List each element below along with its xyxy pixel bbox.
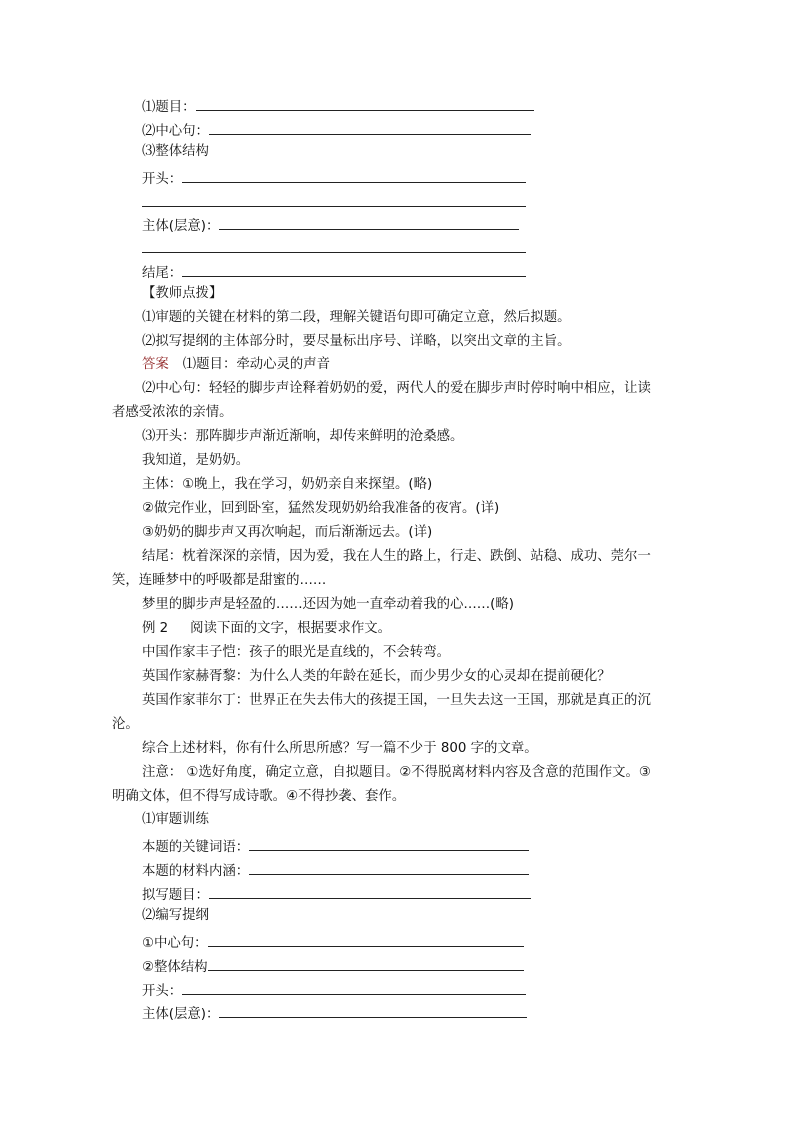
draft-title-label: 拟写题目：	[142, 888, 209, 903]
example2-header	[142, 622, 391, 635]
title-prompt	[142, 97, 534, 114]
title-blank[interactable]	[196, 97, 534, 111]
meaning-prompt	[142, 861, 529, 878]
outline-opening-prompt	[142, 981, 526, 998]
answer-body-3: ③奶奶的脚步声又再次响起，而后渐渐远去。(详)	[142, 525, 433, 540]
notes-line-1: 注意： ①选好角度，确定立意，自拟题目。②不得脱离材料内容及含意的范围作文。③	[142, 765, 651, 780]
train-label: ⑴审题训练	[142, 812, 209, 827]
center-sentence-blank[interactable]	[209, 121, 531, 135]
draft-title-blank[interactable]	[209, 885, 531, 899]
title-label: ⑴题目：	[142, 100, 196, 115]
teacher-tip-1: ⑴审题的关键在材料的第二段，理解关键语句即可确定立意，然后拟题。	[142, 310, 571, 325]
structure-label: ⑶整体结构	[142, 144, 209, 159]
answer-body-1: 主体：①晚上，我在学习，奶奶亲自来探望。(略)	[142, 477, 433, 492]
outline-center-blank[interactable]	[208, 933, 524, 947]
opening-blank[interactable]	[182, 169, 526, 183]
outline-center-prompt	[142, 933, 524, 950]
keywords-blank[interactable]	[249, 837, 529, 851]
answer-center-1: ⑵中心句：轻轻的脚步声诠释着奶奶的爱，两代人的爱在脚步声时停时响中相应，让读	[142, 381, 651, 396]
ending-blank[interactable]	[182, 263, 526, 277]
notes-line-2: 明确文体，但不得写成诗歌。④不得抄袭、套作。	[112, 789, 406, 804]
example2-label: 例 2	[142, 621, 169, 636]
quote-3-line-1: 英国作家菲尔丁：世界正在失去伟大的孩提王国，一旦失去这一王国，那就是真正的沉	[142, 693, 651, 708]
outline-body-blank[interactable]	[219, 1004, 527, 1018]
answer-ending-2: 笑，连睡梦中的呼吸都是甜蜜的……	[112, 573, 327, 588]
answer-body-2: ②做完作业，回到卧室，猛然发现奶奶给我准备的夜宵。(详)	[142, 501, 500, 516]
ending-label: 结尾：	[142, 266, 183, 281]
opening-prompt	[142, 169, 526, 186]
meaning-blank[interactable]	[249, 861, 529, 875]
body-blank-2[interactable]	[142, 252, 526, 253]
answer-tag: 答案	[142, 357, 169, 372]
meaning-label: 本题的材料内涵：	[142, 864, 250, 879]
quote-1: 中国作家丰子恺：孩子的眼光是直线的，不会转弯。	[142, 645, 450, 660]
keywords-label: 本题的关键词语：	[142, 840, 250, 855]
answer-opening-2: 我知道，是奶奶。	[142, 453, 250, 468]
outline-opening-label: 开头：	[142, 984, 183, 999]
opening-blank-2[interactable]	[142, 206, 526, 207]
answer-ending-1: 结尾：枕着深深的亲情，因为爱，我在人生的路上，行走、跌倒、站稳、成功、莞尔一	[142, 549, 651, 564]
answer-opening: ⑶开头：那阵脚步声渐近渐响，却传来鲜明的沧桑感。	[142, 429, 464, 444]
outline-structure-prompt	[142, 957, 524, 974]
body-label: 主体(层意)：	[142, 219, 220, 234]
answer-ending-3: 梦里的脚步声是轻盈的……还因为她一直牵动着我的心……(略)	[142, 597, 514, 612]
outline-structure-label: ②整体结构	[142, 960, 208, 975]
teacher-heading: 【教师点拨】	[142, 286, 223, 301]
outline-label: ⑵编写提纲	[142, 908, 209, 923]
outline-body-label: 主体(层意)：	[142, 1007, 220, 1022]
ending-prompt	[142, 263, 526, 280]
draft-title-prompt	[142, 885, 531, 902]
outline-body-prompt	[142, 1004, 527, 1021]
outline-structure-blank[interactable]	[208, 957, 524, 971]
keywords-prompt	[142, 837, 529, 854]
example2-instruction: 阅读下面的文字，根据要求作文。	[190, 621, 392, 636]
answer-center-2: 者感受浓浓的亲情。	[112, 405, 233, 420]
opening-label: 开头：	[142, 172, 183, 187]
center-sentence-label: ⑵中心句：	[142, 124, 209, 139]
center-sentence-prompt	[142, 121, 531, 138]
answer-title: ⑴题目：牵动心灵的声音	[182, 357, 331, 372]
writing-task: 综合上述材料，你有什么所思所感？写一篇不少于 800 字的文章。	[142, 741, 538, 756]
outline-center-label: ①中心句：	[142, 936, 208, 951]
teacher-tip-2: ⑵拟写提纲的主体部分时，要尽量标出序号、详略，以突出文章的主旨。	[142, 334, 571, 349]
body-blank[interactable]	[219, 216, 519, 230]
body-prompt	[142, 216, 519, 233]
answer-line-1	[142, 358, 330, 371]
quote-3-line-2: 沦。	[112, 717, 139, 732]
quote-2: 英国作家赫胥黎：为什么人类的年龄在延长，而少男少女的心灵却在提前硬化？	[142, 669, 611, 684]
outline-opening-blank[interactable]	[182, 981, 526, 995]
